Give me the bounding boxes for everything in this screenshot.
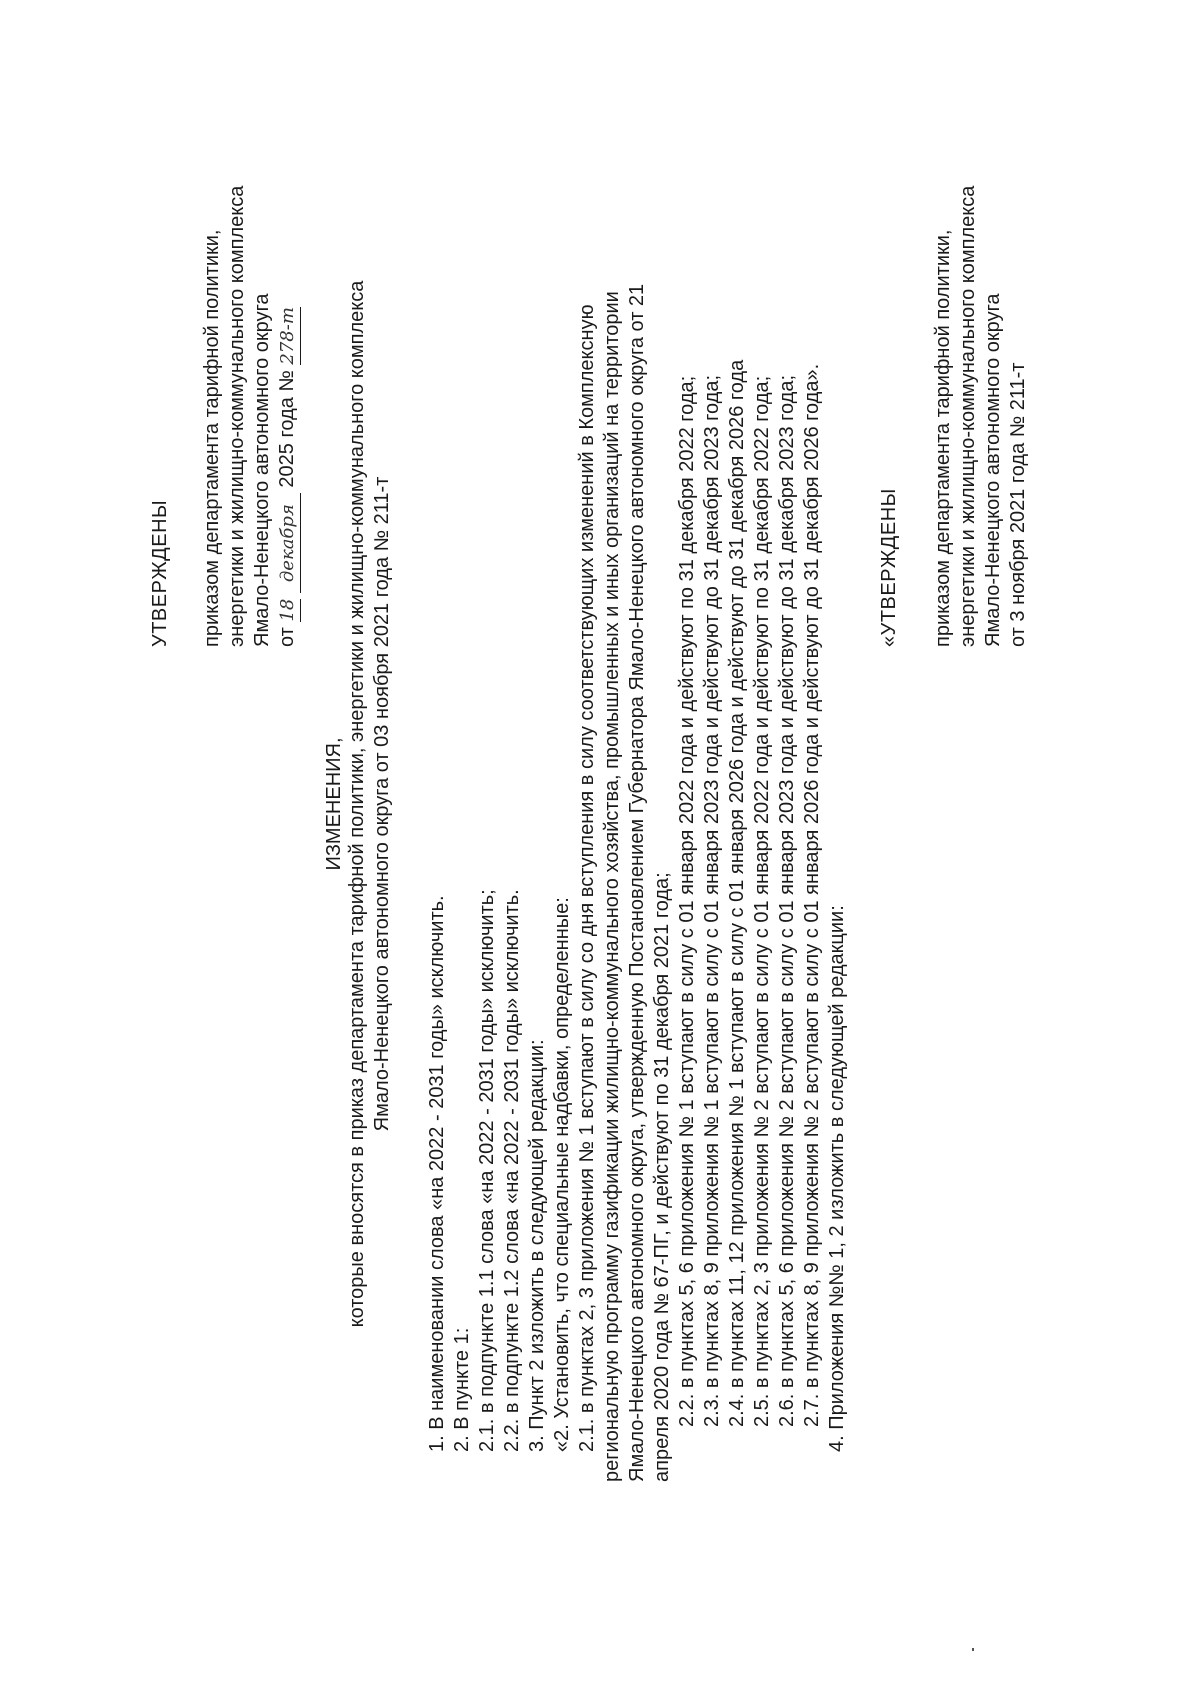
- body-items-2: [675, 359, 850, 1452]
- body-line: 4. Приложения №№ 1, 2 изложить в следующей редакции:: [826, 905, 848, 1452]
- body-line: 2.4. в пунктах 11, 12 приложения № 1 вступают в силу с 01 января 2026 года и действуют до 31 декабря 2026 года: [726, 359, 748, 1427]
- changes-title: ИЗМЕНЕНИЯ,: [323, 737, 345, 871]
- body-line: «2. Установить, что специальные надбавки, определенные:: [551, 897, 573, 1452]
- body-line: 2.5. в пунктах 2, 3 приложения № 2 вступают в силу с 01 января 2022 года и действуют по 31 декабря 2022 года;: [751, 375, 773, 1427]
- body-line: 1. В наименовании слова «на 2022 - 2031 годы» исключить.: [426, 895, 448, 1452]
- body-line: 2.6. в пунктах 5, 6 приложения № 2 вступают в силу с 01 января 2023 года и действуют до 31 декабря 2023 года;: [776, 374, 798, 1427]
- body-items-1: [425, 889, 575, 1452]
- paragraph-2-1-line-4: апреля 2020 года № 67-ПГ, и действуют по 31 декабря 2021 года;: [651, 872, 673, 1482]
- body-line: 2.1. в подпункте 1.1 слова «на 2022 - 2031 годы» исключить;: [476, 889, 498, 1452]
- approval-line: Ямало-Ненецкого автономного округа: [251, 293, 273, 647]
- date-prefix: от: [276, 627, 298, 647]
- approval-date-line: [275, 186, 300, 647]
- approval-line: энергетики и жилищно-коммунального комплекса: [226, 185, 248, 647]
- approval-line: Ямало-Ненецкого автономного округа: [982, 293, 1004, 647]
- date-month-handwritten: декабря: [275, 493, 301, 593]
- approval-line: приказом департамента тарифной политики,: [201, 229, 223, 647]
- body-line: 2.2. в пунктах 5, 6 приложения № 1 вступают в силу с 01 января 2022 года и действуют по 31 декабря 2022 года;: [676, 375, 698, 1427]
- changes-subtitle-1: которые вносятся в приказ департамента тарифной политики, энергетики и жилищно-коммунального комплекса: [346, 280, 368, 1328]
- body-line: 2.2. в подпункте 1.2 слова «на 2022 - 2031 годы» исключить.: [501, 889, 523, 1452]
- paragraph-2-1-line-2: региональную программу газификации жилищно-коммунального хозяйства, промышленных и иных организаций на территории: [601, 291, 623, 1482]
- approval-heading: УТВЕРЖДЕНЫ: [149, 499, 171, 647]
- body-line: 2. В пункте 1:: [451, 1327, 473, 1452]
- paragraph-2-1-line-3: Ямало-Ненецкого автономного округа, утвержденную Постановлением Губернатора Ямало-Ненецкого автономного округа от 21: [626, 283, 648, 1482]
- approval-heading-2: «УТВЕРЖДЕНЫ: [878, 488, 900, 647]
- date-day-handwritten: 18: [275, 599, 301, 622]
- body-line: 2.7. в пунктах 8, 9 приложения № 2 вступают в силу с 01 января 2026 года и действуют до 31 декабря 2026 года».: [801, 363, 823, 1427]
- approval-line: от 3 ноября 2021 года № 211-т: [1007, 362, 1029, 647]
- date-year: 2025 года №: [276, 370, 298, 488]
- body-line: 2.3. в пунктах 8, 9 приложения № 1 вступают в силу с 01 января 2023 года и действуют до 31 декабря 2023 года;: [701, 374, 723, 1427]
- body-line: 3. Пункт 2 изложить в следующей редакции:: [526, 1039, 548, 1452]
- changes-subtitle-2: Ямало-Ненецкого автономного округа от 03 ноября 2021 года № 211-т: [371, 476, 393, 1132]
- approval-block-top: [200, 186, 300, 647]
- scan-speck: [972, 1648, 974, 1651]
- approval-block-bottom: [931, 186, 1031, 647]
- approval-line: энергетики и жилищно-коммунального комплекса: [957, 185, 979, 647]
- paragraph-2-1-line-1: 2.1. в пунктах 2, 3 приложения № 1 вступают в силу со дня вступления в силу соответствующих изменений в Комплексную: [576, 304, 598, 1452]
- order-number-handwritten: 278-т: [275, 307, 301, 365]
- approval-line: приказом департамента тарифной политики,: [932, 229, 954, 647]
